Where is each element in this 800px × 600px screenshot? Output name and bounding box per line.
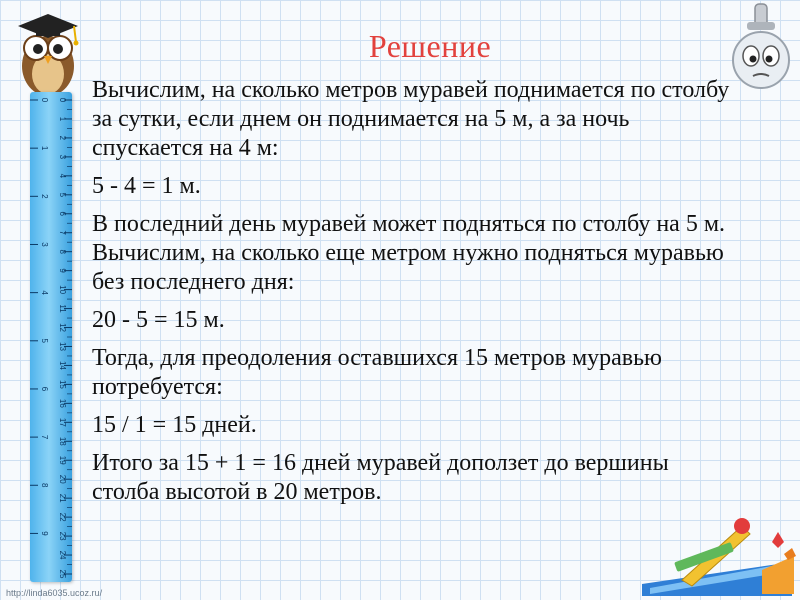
ruler-cm-label: 24 (58, 550, 67, 560)
ruler-cm-label: 17 (58, 417, 67, 427)
ruler-inch-label: 6 (40, 386, 49, 392)
ruler-cm-label: 18 (58, 436, 67, 446)
paragraph-last-day: В последний день муравей может подняться по столбу на 5 м. Вычислим, на сколько еще метром нужно подняться муравью без последнего дня: (92, 211, 726, 295)
ruler-inch-label: 4 (40, 290, 49, 295)
paragraph-total: Итого за 15 + 1 = 16 дней муравей доползет до вершины столба высотой в 20 метров. (92, 450, 669, 505)
ruler-cm-label: 12 (58, 323, 67, 332)
slide-body (92, 76, 742, 516)
ruler-cm-label: 22 (58, 512, 67, 522)
equation-remaining: 20 - 5 = 15 м. (92, 307, 225, 333)
ruler-inch-label: 9 (40, 531, 49, 536)
ruler-cm-label: 25 (58, 569, 67, 579)
ruler-cm-label: 0 (58, 97, 67, 103)
ruler-inch-label: 1 (40, 145, 49, 151)
ruler-cm-label: 11 (58, 304, 67, 313)
paragraph-intro: Вычислим, на сколько метров муравей поднимается по столбу за сутки, если днем он поднимается на 5 м, а за ночь спускается на 4 м: (92, 77, 730, 161)
ruler-cm-label: 14 (58, 360, 67, 370)
ruler-cm-label: 23 (58, 531, 67, 541)
ruler-inch-label: 0 (40, 97, 49, 103)
ruler-inch-label: 5 (40, 338, 49, 344)
ruler-cm-label: 9 (58, 268, 67, 273)
equation-days: 15 / 1 = 15 дней. (92, 412, 257, 438)
paragraph-overcome: Тогда, для преодоления оставшихся 15 метров муравью потребуется: (92, 345, 662, 400)
ruler-inch-label: 3 (40, 242, 49, 247)
slide-title: Решение (368, 28, 492, 64)
ruler-cm-label: 2 (58, 135, 67, 141)
ruler-cm-label: 15 (58, 379, 67, 389)
ruler (30, 92, 72, 582)
ruler-inch-label: 2 (40, 194, 49, 199)
ruler-cm-label: 5 (58, 192, 67, 198)
ruler-inch-label: 7 (40, 434, 49, 440)
ruler-cm-label: 20 (58, 474, 67, 484)
ruler-cm-label: 10 (58, 285, 67, 295)
ruler-cm-label: 4 (58, 173, 67, 179)
ruler-cm-label: 19 (58, 455, 67, 465)
ruler-cm-label: 21 (58, 493, 67, 503)
equation-daily-gain: 5 - 4 = 1 м. (92, 173, 201, 199)
ruler-inch-label: 8 (40, 483, 49, 488)
ruler-cm-label: 3 (58, 154, 67, 160)
ruler-cm-label: 7 (58, 230, 67, 235)
ruler-cm-label: 8 (58, 249, 67, 254)
ruler-cm-label: 6 (58, 211, 67, 216)
ruler-cm-label: 16 (58, 398, 67, 408)
footer-url: http://linda6035.ucoz.ru/ (6, 588, 103, 598)
ruler-cm-label: 13 (58, 342, 67, 351)
ruler-cm-label: 1 (58, 116, 67, 122)
